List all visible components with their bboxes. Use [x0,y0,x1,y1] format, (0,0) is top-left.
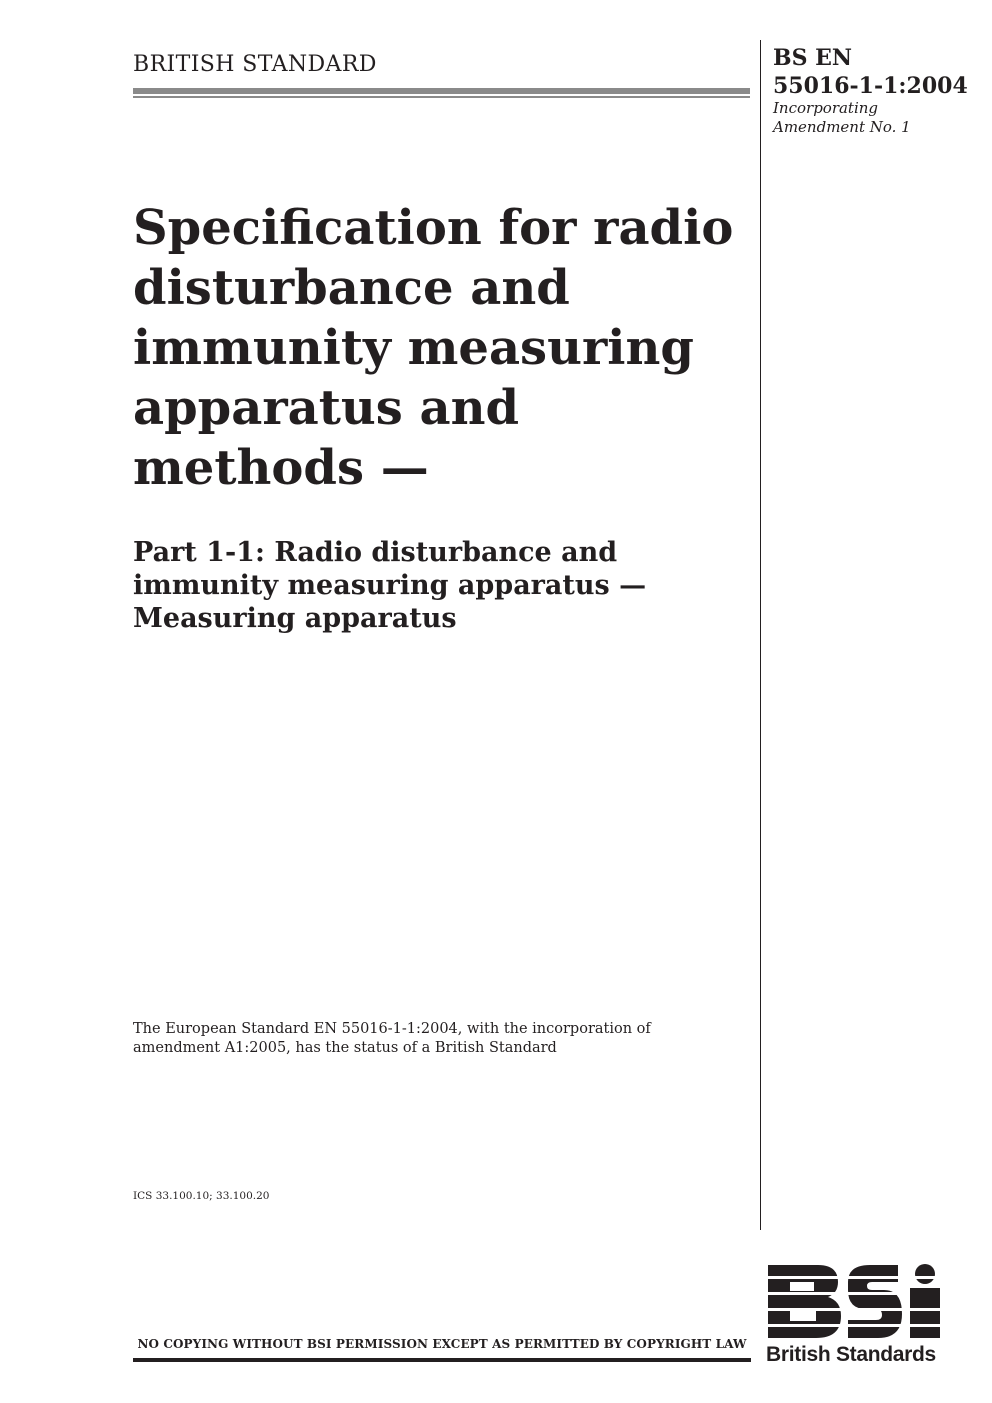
amendment-line-2: Amendment No. 1 [773,118,911,136]
subtitle-line: Measuring apparatus [133,603,457,634]
document-subtitle [133,536,753,635]
header-rule-thick [133,88,750,94]
status-statement [133,1020,733,1058]
status-line: The European Standard EN 55016-1-1:2004, with the incorporation of [133,1021,651,1037]
copyright-notice: NO COPYING WITHOUT BSI PERMISSION EXCEPT AS PERMITTED BY COPYRIGHT LAW [137,1337,747,1351]
title-line: apparatus and [133,380,520,436]
amendment-line-1: Incorporating [773,99,879,117]
margin-divider [760,40,761,1230]
subtitle-line: immunity measuring apparatus — [133,570,647,601]
standard-number-line-2: 55016-1-1:2004 [773,73,968,99]
footer-rule [133,1358,751,1362]
title-line: Specification for radio [133,200,734,256]
document-title [133,198,753,498]
header-rule-thin [133,96,750,98]
logo-caption: British Standards [766,1343,936,1366]
subtitle-line: Part 1-1: Radio disturbance and [133,537,618,568]
standard-number [773,44,968,100]
title-line: disturbance and [133,260,570,316]
ics-codes: ICS 33.100.10; 33.100.20 [133,1190,270,1202]
status-line: amendment A1:2005, has the status of a British Standard [133,1040,557,1056]
standard-number-line-1: BS EN [773,45,853,71]
document-type-label: BRITISH STANDARD [133,52,377,77]
title-line: immunity measuring [133,320,694,376]
amendment-note [773,99,911,137]
title-line: methods — [133,440,429,496]
bsi-logo [766,1262,946,1350]
